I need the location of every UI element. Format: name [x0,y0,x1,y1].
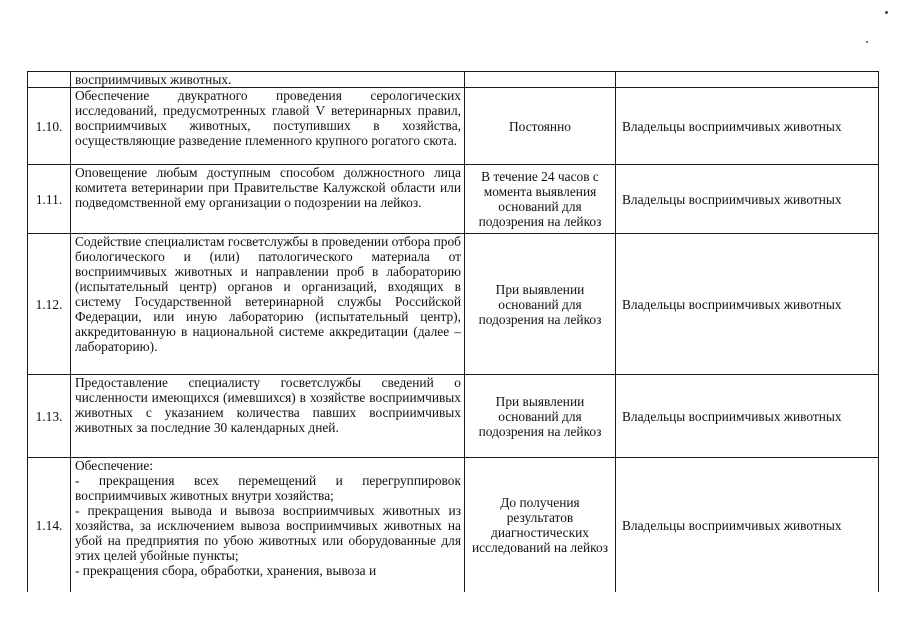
table-row [28,88,879,165]
responsible-text: Владельцы восприимчивых животных [616,165,879,234]
responsible-text: Владельцы восприимчивых животных [616,234,879,375]
row-number [28,72,71,88]
row-number: 1.14. [28,458,71,593]
row-number: 1.10. [28,88,71,165]
row-number: 1.11. [28,165,71,234]
measure-text [71,165,465,234]
measure-text [71,234,465,375]
responsible-text: Владельцы восприимчивых животных [616,375,879,458]
table-row [28,165,879,234]
measure-text-content: Содействие специалистам госветслужбы в проведении отбора проб биологического и (или) патологического материала от восприимчивых животных и направлении проб в лабораторию (испытательный центр) органов и организаций, входящих в систему Государственной ветеринарной службы Российской Федерации, или иную лабораторию (испытательный центр), аккредитованную в национальной системе аккредитации (далее – лабораторию). [75,234,461,354]
measure-text [71,88,465,165]
measure-text-content: Обеспечение двукратного проведения серологических исследований, предусмотренных главой V ветеринарных правил, восприимчивых животных, поступивших в хозяйства, осуществляющие разведение племенного крупного рогатого скота. [75,88,461,148]
term-text: При выявлении оснований для подозрения на лейкоз [465,234,616,375]
term-text: Постоянно [465,88,616,165]
measures-table [27,71,879,592]
measure-text [71,458,465,593]
term-text: При выявлении оснований для подозрения на лейкоз [465,375,616,458]
scan-speck [885,11,888,14]
term-text [465,72,616,88]
responsible-text: Владельцы восприимчивых животных [616,88,879,165]
measure-text-content: Оповещение любым доступным способом должностного лица комитета ветеринарии при Правительстве Калужской области или подведомственной ему организации о подозрении на лейкоз. [75,165,461,210]
scan-speck [866,41,868,43]
table-row [28,375,879,458]
measure-text-content: Предоставление специалисту госветслужбы сведений о численности имеющихся (имевшихся) в хозяйстве восприимчивых животных с указанием количества павших восприимчивых животных за последние 30 календарных дней. [75,375,461,435]
measure-text-content: восприимчивых животных. [75,72,232,87]
measure-text [71,375,465,458]
responsible-text [616,72,879,88]
responsible-text: Владельцы восприимчивых животных [616,458,879,593]
table-row [28,458,879,593]
measure-text-content: Обеспечение: - прекращения всех перемещений и перегруппировок восприимчивых животных внутри хозяйства; - прекращения вывода и вывоза восприимчивых животных из хозяйства, за исключением вывоза восприимчивых животных на убой на предприятия по убою животных или оборудованные для этих целей убойные пункты; - прекращения сбора, обработки, хранения, вывоза и [75,458,461,578]
term-text: До получения результатов диагностических исследований на лейкоз [465,458,616,593]
measure-text [71,72,465,88]
term-text: В течение 24 часов с момента выявления оснований для подозрения на лейкоз [465,165,616,234]
row-number: 1.13. [28,375,71,458]
row-number: 1.12. [28,234,71,375]
table-row [28,234,879,375]
table-row [28,72,879,88]
